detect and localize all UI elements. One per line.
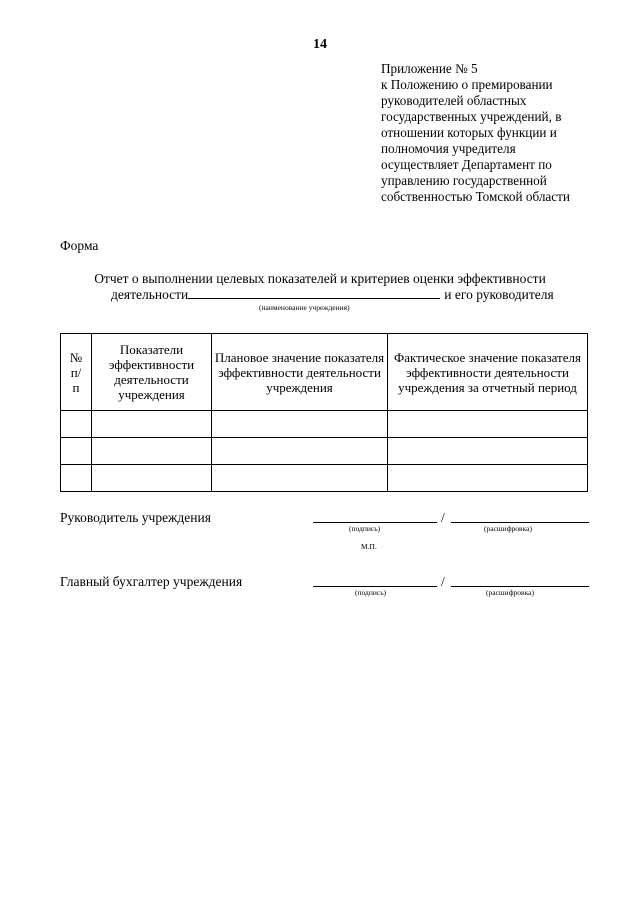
- accountant-signature-line[interactable]: [313, 586, 437, 587]
- head-signature-label: Руководитель учреждения: [60, 510, 211, 525]
- header-actual-value: Фактическое значение показателя эффективности деятельности учреждения за отчетный период: [388, 334, 588, 411]
- head-decode-line[interactable]: [451, 522, 589, 523]
- table-row: [61, 438, 588, 465]
- report-title-suffix: и его руководителя: [444, 287, 554, 302]
- page-number: 14: [313, 37, 327, 52]
- appendix-line: управлению государственной: [381, 173, 547, 188]
- report-title-line2: [111, 287, 554, 303]
- table-cell[interactable]: [92, 465, 212, 492]
- accountant-decode-line[interactable]: [451, 586, 589, 587]
- appendix-line: полномочия учредителя: [381, 141, 516, 156]
- header-number: № п/п: [61, 334, 92, 411]
- appendix-line: отношении которых функции и: [381, 125, 557, 140]
- table-cell[interactable]: [61, 411, 92, 438]
- table-cell[interactable]: [61, 465, 92, 492]
- appendix-line: Приложение № 5: [381, 61, 478, 76]
- form-label: Форма: [60, 238, 99, 253]
- report-title-line1: Отчет о выполнении целевых показателей и критериев оценки эффективности: [94, 271, 546, 286]
- table-cell[interactable]: [388, 438, 588, 465]
- table-cell[interactable]: [212, 465, 388, 492]
- appendix-line: к Положению о премировании: [381, 77, 553, 92]
- table-cell[interactable]: [212, 411, 388, 438]
- header-planned-value: Плановое значение показателя эффективности деятельности учреждения: [212, 334, 388, 411]
- table-row: [61, 465, 588, 492]
- head-signature-line[interactable]: [313, 522, 437, 523]
- institution-caption: (наименование учреждения): [259, 303, 350, 312]
- accountant-signature-label: Главный бухгалтер учреждения: [60, 574, 243, 589]
- accountant-signature-caption: (подпись): [355, 588, 387, 597]
- table-cell[interactable]: [92, 438, 212, 465]
- table-cell[interactable]: [388, 411, 588, 438]
- head-decode-caption: (расшифровка): [484, 524, 532, 533]
- header-indicators: Показатели эффективности деятельности учреждения: [92, 334, 212, 411]
- table-header-row: [61, 334, 588, 411]
- report-title-prefix: деятельности: [111, 287, 189, 302]
- appendix-line: государственных учреждений, в: [381, 109, 562, 124]
- table-row: [61, 411, 588, 438]
- appendix-line: осуществляет Департамент по: [381, 157, 552, 172]
- appendix-line: собственностью Томской области: [381, 189, 570, 204]
- accountant-decode-caption: (расшифровка): [486, 588, 534, 597]
- indicators-table: [60, 333, 588, 492]
- institution-name-blank-end: [434, 287, 440, 299]
- stamp-place: М.П.: [361, 542, 377, 551]
- table-cell[interactable]: [92, 411, 212, 438]
- accountant-separator: /: [441, 574, 445, 589]
- appendix-block: [381, 61, 621, 205]
- appendix-line: руководителей областных: [381, 93, 527, 108]
- head-signature-caption: (подпись): [349, 524, 381, 533]
- institution-name-blank[interactable]: [188, 287, 434, 299]
- table-cell[interactable]: [61, 438, 92, 465]
- table-cell[interactable]: [212, 438, 388, 465]
- table-cell[interactable]: [388, 465, 588, 492]
- head-separator: /: [441, 510, 445, 525]
